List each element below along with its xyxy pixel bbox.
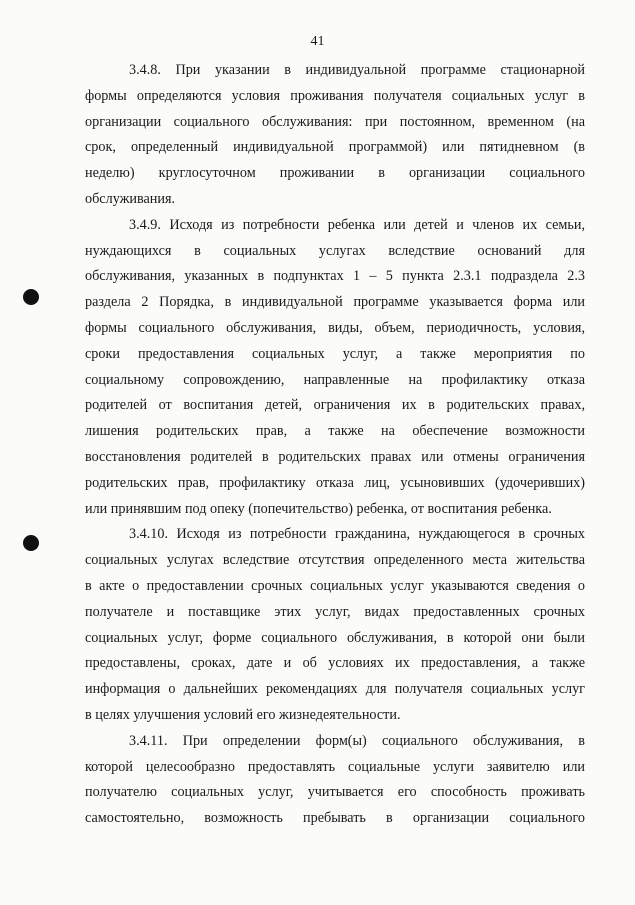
- text-line: сроки предоставления социальных услуг, а также мероприятия по: [85, 345, 585, 362]
- text-line: получателе и поставщике этих услуг, видах предоставленных срочных: [85, 603, 585, 620]
- text-line: получателю социальных услуг, учитывается его способность проживать: [85, 784, 585, 801]
- paragraph-3-4-9: [85, 213, 585, 523]
- text-line: обслуживания, указанных в подпунктах 1 – 5 пункта 2.3.1 подраздела 2.3: [85, 268, 585, 285]
- text-line: в целях улучшения условий его жизнедеятельности.: [85, 706, 401, 723]
- text-line: родителей от воспитания детей, ограничения их в родительских правах,: [85, 397, 585, 414]
- text-line: раздела 2 Порядка, в индивидуальной программе указывается форма или: [85, 294, 585, 311]
- text-line: самостоятельно, возможность пребывать в организации социального: [85, 810, 585, 827]
- paragraph-3-4-10: [85, 522, 585, 728]
- text-line: социальному сопровождению, направленные на профилактику отказа: [85, 371, 585, 388]
- text-line: 3.4.9. Исходя из потребности ребенка или детей и членов их семьи,: [129, 216, 585, 233]
- page-number: 41: [310, 34, 325, 49]
- text-line: 3.4.11. При определении форм(ы) социального обслуживания, в: [129, 732, 585, 749]
- text-line: социальных услуг, форме социального обслуживания, в которой они были: [85, 629, 585, 646]
- text-line: нуждающихся в социальных услугах вследствие оснований для: [85, 242, 585, 259]
- text-line: социальных услугах вследствие отсутствия определенного места жительства: [85, 552, 585, 569]
- paragraph-3-4-11: [85, 729, 585, 832]
- text-line: которой целесообразно предоставлять социальные услуги заявителю или: [85, 758, 585, 775]
- text-line: неделю) круглосуточном проживании в организации социального: [85, 165, 585, 182]
- punch-hole-top: [23, 289, 39, 305]
- text-line: информация о дальнейших рекомендациях для получателя социальных услуг: [85, 681, 585, 698]
- text-line: лишения родительских прав, а также на обеспечение возможности: [85, 423, 585, 440]
- text-line: формы определяются условия проживания получателя социальных услуг в: [85, 87, 585, 104]
- text-line: формы социального обслуживания, виды, объем, периодичность, условия,: [85, 319, 585, 336]
- text-line: в акте о предоставлении срочных социальных услуг указываются сведения о: [85, 577, 585, 594]
- paragraph-3-4-8: [85, 58, 585, 213]
- document-body: [85, 58, 585, 832]
- text-line: восстановления родителей в родительских правах или отмены ограничения: [85, 448, 585, 465]
- text-line: срок, определенный индивидуальной программой) или пятидневном (в: [85, 139, 585, 156]
- text-line: обслуживания.: [85, 190, 176, 207]
- text-line: предоставлены, сроках, дате и об условиях их предоставления, а также: [85, 655, 585, 672]
- text-line: 3.4.8. При указании в индивидуальной программе стационарной: [129, 62, 585, 78]
- text-line: организации социального обслуживания: при постоянном, временном (на: [85, 113, 585, 130]
- text-line: или принявшим под опеку (попечительство) ребенка, от воспитания ребенка.: [85, 500, 552, 517]
- punch-hole-bottom: [23, 535, 39, 551]
- text-line: 3.4.10. Исходя из потребности гражданина, нуждающегося в срочных: [129, 526, 585, 543]
- text-line: родительских прав, профилактику отказа лиц, усыновивших (удочеривших): [85, 474, 585, 491]
